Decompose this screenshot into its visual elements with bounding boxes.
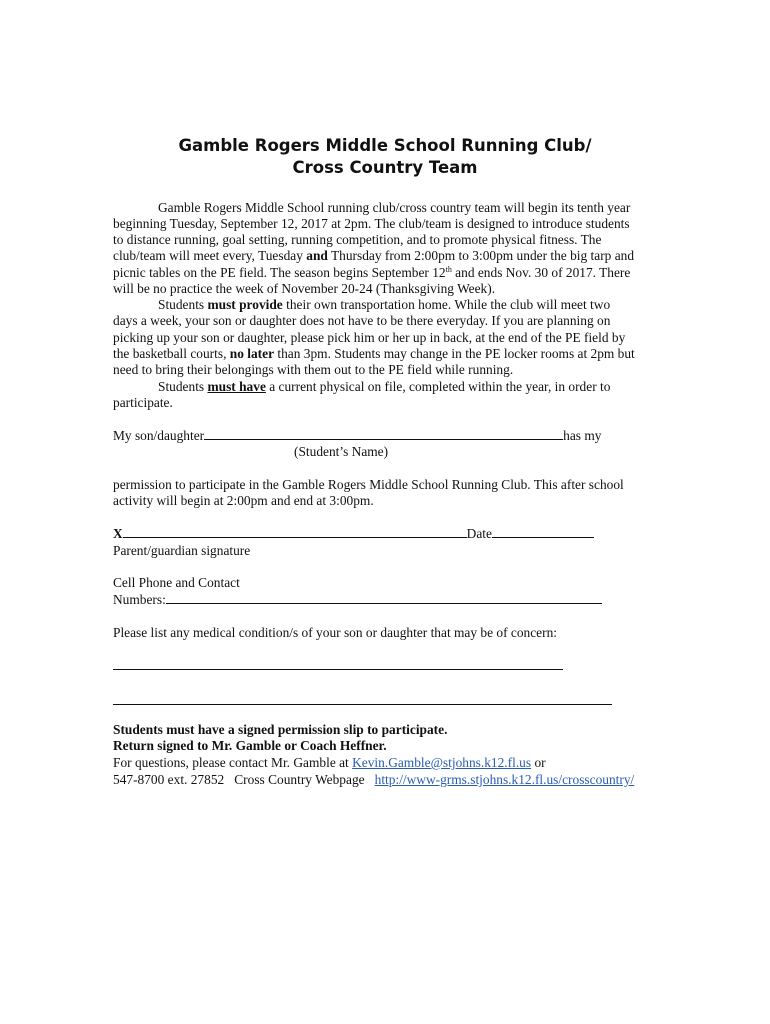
bold-text: and — [306, 248, 328, 263]
p1-line — [113, 248, 634, 264]
text: For questions, please contact Mr. Gamble at — [113, 755, 353, 770]
text: 547-8700 ext. 27852 Cross Country Webpage — [113, 772, 375, 787]
title-line-1: Gamble Rogers Middle School Running Club/ — [178, 136, 592, 155]
p2-line — [113, 346, 635, 362]
p1-line: beginning Tuesday, September 12, 2017 at 2pm. The club/team is designed to introduce students — [113, 216, 630, 231]
footer-bold-1 — [113, 722, 447, 738]
bold-underlined-text: must have — [207, 379, 266, 394]
bold-text: Students must have a signed permission slip to participate. — [113, 722, 448, 737]
text: club/team will meet every, Tuesday — [113, 248, 307, 263]
text: Students — [158, 379, 208, 394]
text: or — [531, 755, 546, 770]
p1-line: will be no practice the week of November 20-24 (Thanksgiving Week). — [113, 281, 496, 296]
signature-field[interactable] — [123, 526, 467, 538]
p1-line: Gamble Rogers Middle School running club/cross country team will begin its tenth year — [158, 200, 631, 215]
parent-signature-label: Parent/guardian signature — [113, 543, 251, 558]
p3-line — [158, 379, 610, 395]
permission-line: activity will begin at 2:00pm and end at 3:00pm. — [113, 493, 374, 508]
cell-phone-label: Cell Phone and Contact — [113, 575, 240, 590]
p1-line: to distance running, goal setting, running competition, and to promote physical fitness. The — [113, 232, 602, 247]
x-mark: X — [113, 526, 123, 541]
student-name-field[interactable] — [204, 428, 563, 440]
text: than 3pm. Students may change in the PE locker rooms at 2pm but — [274, 346, 635, 361]
medical-label: Please list any medical condition/s of your son or daughter that may be of concern: — [113, 625, 558, 640]
label: has my — [563, 428, 602, 443]
email-link[interactable]: Kevin.Gamble@stjohns.k12.fl.us — [352, 755, 532, 770]
text: Students — [158, 297, 208, 312]
bold-text: no later — [229, 346, 275, 361]
p2-line: days a week, your son or daughter does not have to be there everyday. If you are planning on — [113, 313, 611, 328]
text: the basketball courts, — [113, 346, 230, 361]
webpage-line — [113, 772, 634, 788]
date-label: Date — [466, 526, 492, 541]
student-name-caption: (Student’s Name) — [294, 444, 389, 459]
title-line-2: Cross Country Team — [292, 158, 478, 177]
bold-text: Return signed to Mr. Gamble or Coach Heffner. — [113, 738, 387, 753]
date-field[interactable] — [492, 526, 594, 538]
medical-field-2[interactable] — [113, 704, 612, 705]
son-daughter-line — [113, 428, 601, 444]
p2-line: picking up your son or daughter, please pick him or her up in back, at the end of the PE field by — [113, 330, 626, 345]
label: My son/daughter — [113, 428, 205, 443]
p2-line — [158, 297, 610, 313]
text: and ends Nov. 30 of 2017. There — [451, 265, 631, 280]
text: a current physical on file, completed within the year, in order to — [265, 379, 611, 394]
webpage-link[interactable]: http://www-grms.stjohns.k12.fl.us/crosscountry/ — [374, 772, 635, 787]
superscript: th — [445, 265, 452, 274]
label: Numbers: — [113, 592, 166, 607]
text: Thursday from 2:00pm to 3:00pm under the big tarp and — [327, 248, 635, 263]
footer-bold-2 — [113, 738, 387, 754]
signature-line — [113, 526, 594, 542]
p2-line: need to bring their belongings with them out to the PE field while running. — [113, 362, 514, 377]
text: picnic tables on the PE field. The season begins September 12 — [113, 265, 446, 280]
p1-line — [113, 265, 630, 281]
p3-line: participate. — [113, 395, 173, 410]
permission-line: permission to participate in the Gamble Rogers Middle School Running Club. This after school — [113, 477, 624, 492]
bold-text: must provide — [207, 297, 283, 312]
numbers-line — [113, 592, 602, 608]
text: their own transportation home. While the club will meet two — [282, 297, 611, 312]
contact-numbers-field[interactable] — [166, 592, 602, 604]
questions-line — [113, 755, 546, 771]
medical-field-1[interactable] — [113, 669, 563, 670]
